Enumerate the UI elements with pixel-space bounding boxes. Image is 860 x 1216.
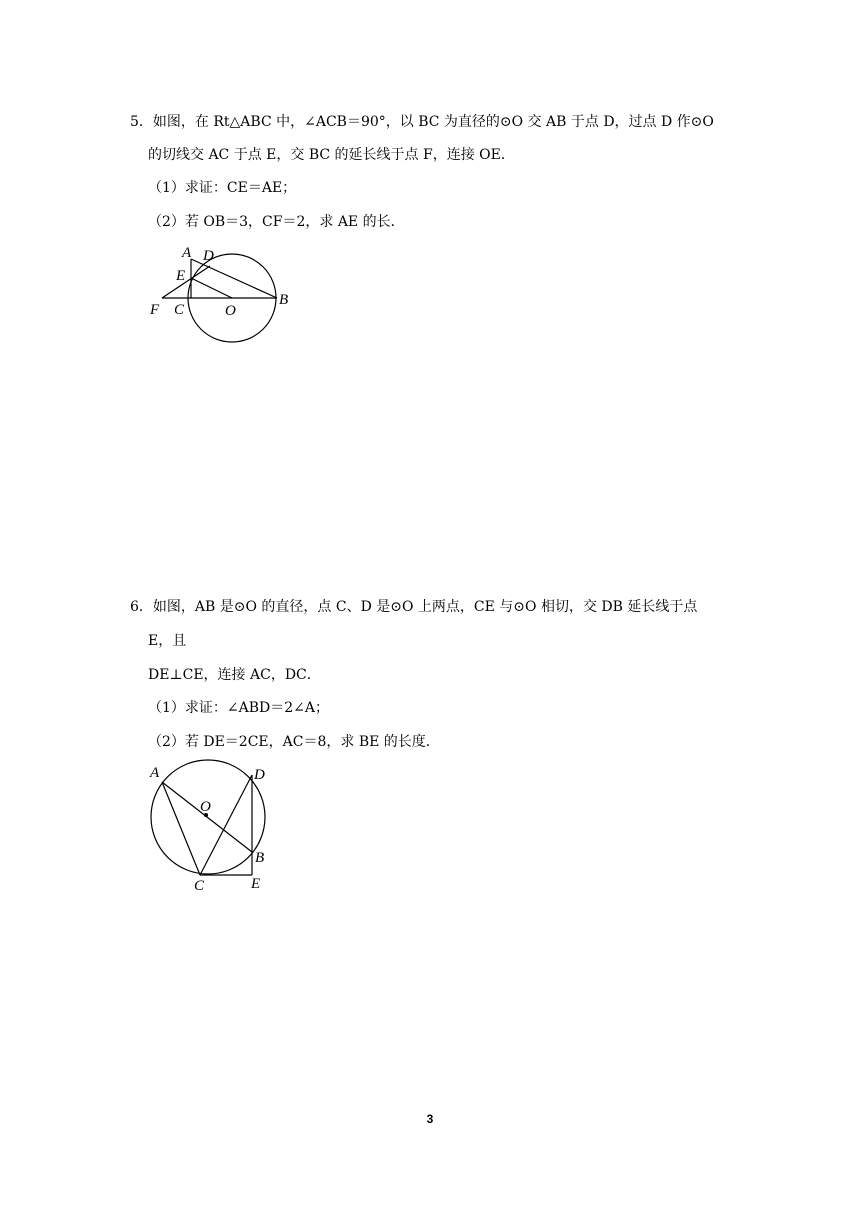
p5-segment-EO (191, 278, 232, 298)
p5-label-O: O (225, 303, 236, 319)
p6-segment-CD (200, 775, 252, 875)
p6-label-D: D (254, 767, 265, 783)
problem5-part1: （1）求证：CE＝AE； (148, 180, 297, 196)
problem6-part2: （2）若 DE＝2CE，AC＝8，求 BE 的长度． (148, 734, 440, 750)
page-number: 3 (426, 1112, 434, 1126)
p6-label-E: E (251, 876, 261, 892)
problem6-line1: 6．如图，AB 是⊙O 的直径，点 C、D 是⊙O 上两点，CE 与⊙O 相切，交 DB 延长线于点 (130, 599, 698, 615)
p5-segment-FD (162, 266, 210, 298)
p6-segment-AB (162, 782, 252, 852)
p5-label-F: F (150, 302, 160, 318)
p5-label-B: B (279, 292, 289, 308)
p6-label-A: A (150, 765, 160, 781)
p6-segment-AC (162, 782, 200, 875)
p5-label-A: A (182, 245, 192, 261)
problem6-part1: （1）求证：∠ABD＝2∠A； (148, 700, 330, 716)
problem5-line2: 的切线交 AC 于点 E，交 BC 的延长线于点 F，连接 OE． (148, 147, 515, 163)
problem5-line1: 5．如图，在 Rt△ABC 中，∠ACB＝90°，以 BC 为直径的⊙O 交 AB 于点 D，过点 D 作⊙O (130, 114, 714, 130)
p6-circle-O (151, 760, 265, 874)
problem5-figure (140, 240, 300, 350)
problem6-line2: E，且 (148, 633, 187, 649)
p5-label-E: E (176, 268, 186, 284)
problem6-figure (140, 760, 280, 900)
p6-label-C: C (194, 878, 205, 894)
p6-label-B: B (255, 850, 265, 866)
p5-label-C: C (174, 302, 185, 318)
p5-segment-AB (191, 259, 277, 298)
problem5-part2: （2）若 OB＝3，CF＝2，求 AE 的长． (148, 214, 405, 230)
p5-label-D: D (203, 248, 214, 264)
problem6-line3: DE⊥CE，连接 AC，DC． (148, 667, 321, 683)
p6-label-O: O (200, 799, 211, 815)
